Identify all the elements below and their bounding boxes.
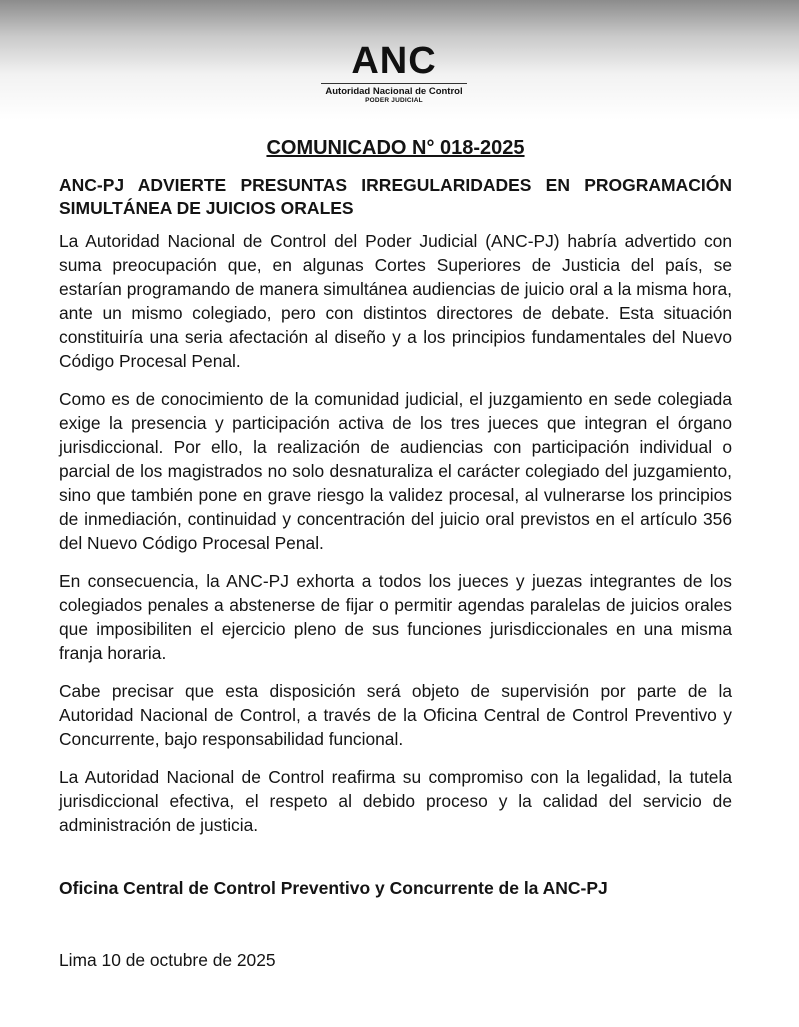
paragraph-2: Como es de conocimiento de la comunidad judicial, el juzgamiento en sede colegiada exige la presencia y participación activa de los tres jueces que integran el órgano jurisdiccional. Por ello, la realización de audiencias con participación individual o parcial de los magistrados no solo desnaturaliza el carácter colegiado del juzgamiento, sino que también pone en grave riesgo la validez procesal, al vulnerarse los principios de inmediación, continuidad y concentración del juicio oral previstos en el artículo 356 del Nuevo Código Procesal Penal. xyxy=(59,389,732,553)
dateline: Lima 10 de octubre de 2025 xyxy=(59,950,276,970)
anc-logo xyxy=(317,42,471,105)
logo-org-name: Autoridad Nacional de Control xyxy=(325,86,463,97)
document-headline: ANC-PJ ADVIERTE PRESUNTAS IRREGULARIDADES EN PROGRAMACIÓN SIMULTÁNEA DE JUICIOS ORALES xyxy=(59,175,732,218)
document-title: COMUNICADO N° 018-2025 xyxy=(266,137,525,159)
paragraph-1: La Autoridad Nacional de Control del Poder Judicial (ANC-PJ) habría advertido con suma preocupación que, en algunas Cortes Superiores de Justicia del país, se estarían programando de manera simultánea audiencias de juicio oral a la misma hora, ante un mismo colegiado, pero con distintos directores de debate. Esta situación constituiría una seria afectación al diseño y a los principios fundamentales del Nuevo Código Procesal Penal. xyxy=(59,231,732,371)
logo-org-subtitle: PODER JUDICIAL xyxy=(365,97,423,104)
logo-wordmark: ANC xyxy=(351,40,437,82)
signature-office: Oficina Central de Control Preventivo y Concurrente de la ANC-PJ xyxy=(59,878,608,898)
paragraph-5: La Autoridad Nacional de Control reafirma su compromiso con la legalidad, la tutela jurisdiccional efectiva, el respeto al debido proceso y la calidad del servicio de administración de justicia. xyxy=(59,767,732,835)
logo-divider xyxy=(321,83,467,84)
document-body xyxy=(59,136,732,851)
paragraph-4: Cabe precisar que esta disposición será objeto de supervisión por parte de la Autoridad Nacional de Control, a través de la Oficina Central de Control Preventivo y Concurrente, bajo responsabilidad funcional. xyxy=(59,681,732,749)
paragraph-3: En consecuencia, la ANC-PJ exhorta a todos los jueces y juezas integrantes de los colegiados penales a abstenerse de fijar o permitir agendas paralelas de juicios orales que imposibiliten el ejercicio pleno de sus funciones jurisdiccionales en una misma franja horaria. xyxy=(59,571,732,663)
